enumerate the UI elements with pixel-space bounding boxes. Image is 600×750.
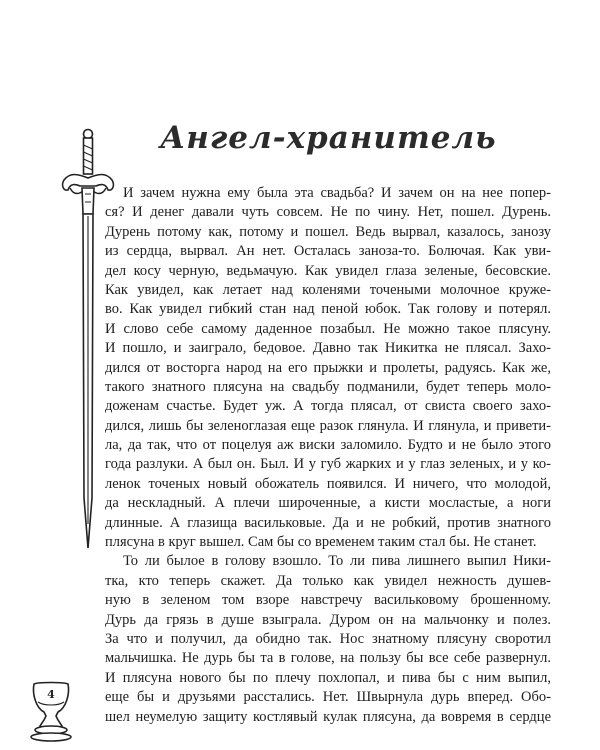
text-line: дел косу черную, ведьмачую. Как увидел глаза зеленые, бесовские. (105, 262, 551, 279)
text-line: дился, лишь бы зеленоглазая еще разок глянула. И глянула, и привети- (105, 417, 551, 434)
text-line: дился от восторга народ на его прыжки и пролеты, радуясь. Как же, (105, 359, 551, 376)
text-line: шел неумелую защиту костлявый кулак плясуна, да вовремя в сердце (105, 708, 551, 725)
text-line: доженам счастье. Будет уж. А тогда плясал, от свиста своего захо- (105, 398, 551, 415)
text-line: ную в зеленом том взоре навстречу васильковому брошенному. (105, 592, 551, 609)
text-line: И плясуна нового бы по плечу похлопал, и пива бы с ним выпил, (105, 669, 551, 686)
text-line: такого знатного плясуна на свадьбу подманили, будет теперь моло- (105, 378, 551, 395)
text-line: То ли былое в голову взошло. То ли пива лишнего выпил Ники- (123, 553, 551, 570)
text-line: плясуна в круг вышел. Сам бы со временем таким стал бы. Не станет. (105, 534, 537, 551)
text-line: во. Как увидел гибкий стан над пеной юбок. Так голову и потерял. (105, 301, 551, 318)
text-line: длинные. А глазища васильковые. Да и не робкий, против знатного (105, 514, 551, 531)
text-line: Дурь да грязь в душе взыграла. Дуром он на мальчонку и полез. (105, 611, 551, 628)
text-line: Как увидел, как летает над коленями точеными молочное круже- (105, 281, 551, 298)
text-line: И пошло, и заиграло, бедовое. Давно так Никитка не плясал. Захо- (105, 340, 551, 357)
chapter-title: Ангел-хранитель (160, 120, 497, 156)
text-line: ленок точеных новый обожатель появился. И ничего, что молодой, (105, 475, 551, 492)
text-line: тка, кто теперь скажет. Да только как увидел нежность душев- (105, 572, 551, 589)
body-text (105, 184, 551, 727)
text-line: года разлуки. А был он. Был. И у губ жарких и у глаз зеленых, и у ко- (105, 456, 551, 473)
text-line: И зачем нужна ему была эта свадьба? И зачем он на нее попер- (123, 185, 551, 201)
text-line: ла, да так, что от поцелуя аж виски заломило. Будто и не было этого (105, 437, 551, 454)
text-line: За что и получил, да обидно так. Нос знатному плясуну своротил (105, 630, 551, 647)
text-line: еще бы и друзьями расстались. Нет. Швырнула дурь вперед. Обо- (105, 689, 551, 706)
text-line: Дурень потому как, потому и пошел. Ведь вырвал, казалось, занозу (105, 223, 551, 240)
text-line: И слово себе самому даденное позабыл. Не можно такое плясуну. (105, 320, 551, 337)
text-line: мальчишка. Не дурь бы та в голове, на пользу бы все себе развернул. (105, 650, 551, 667)
text-line: из сердца, вырвал. Ан нет. Осталась заноза-то. Болючая. Как уви- (105, 243, 551, 260)
text-line: ся? И денег давали чуть совсем. Не по чину. Нет, пошел. Дурень. (105, 204, 551, 221)
text-line: да нескладный. А плечи широченные, а кисти мосластые, а ноги (105, 495, 551, 512)
page-number: 4 (47, 688, 55, 701)
